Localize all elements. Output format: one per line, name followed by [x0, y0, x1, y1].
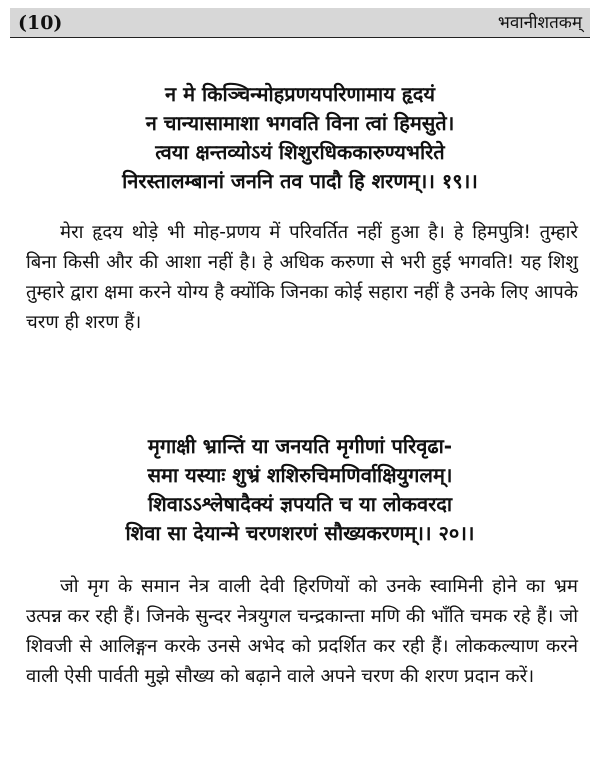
verse-19 [0, 80, 600, 196]
verse-20-translation: जो मृग के समान नेत्र वाली देवी हिरणियों को उनके स्वामिनी होने का भ्रम उत्पन्न कर रही हैं। जिनके सुन्दर नेत्रयुगल चन्द्रकान्ता मणि की भाँति चमक रहे हैं। जो शिवजी से आलिङ्गन करके उनसे अभेद को प्रदर्शित कर रही हैं। लोककल्याण करने वाली ऐसी पार्वती मुझे सौख्य को बढ़ाने वाले अपने चरण की शरण प्रदान करें। [26, 576, 578, 687]
verse-line: समा यस्याः शुभ्रं शशिरुचिमणिर्वाक्षियुगलम्। [147, 463, 453, 487]
page-header [10, 8, 590, 38]
verse-20 [0, 432, 600, 548]
verse-line: त्वया क्षन्तव्योऽयं शिशुरधिककारुण्यभरिते [155, 140, 445, 164]
verse-line: शिवा सा देयान्मे चरणशरणं सौख्यकरणम्।। २०।। [125, 521, 475, 545]
running-title: भवानीशतकम् [497, 13, 582, 33]
verse-line: न मे किञ्चिन्मोहप्रणयपरिणामाय हृदयं [165, 82, 435, 106]
verse-line: निरस्तालम्बानां जननि तव पादौ हि शरणम्।। १९।। [122, 169, 478, 193]
verse-19-translation: मेरा हृदय थोड़े भी मोह-प्रणय में परिवर्तित नहीं हुआ है। हे हिमपुत्रि! तुम्हारे बिना किसी और की आशा नहीं है। हे अधिक करुणा से भरी हुई भगवति! यह शिशु तुम्हारे द्वारा क्षमा करने योग्य है क्योंकि जिनका कोई सहारा नहीं है उनके लिए आपके चरण ही शरण हैं। [26, 222, 578, 333]
verse-line: शिवाऽऽश्लेषादैक्यं ज्ञपयति च या लोकवरदा [147, 492, 453, 516]
page-number: (10) [18, 12, 63, 34]
verse-line: मृगाक्षी भ्रान्तिं या जनयति मृगीणां परिवृढा- [147, 434, 453, 458]
verse-line: न चान्यासामाशा भगवति विना त्वां हिमसुते। [145, 111, 455, 135]
